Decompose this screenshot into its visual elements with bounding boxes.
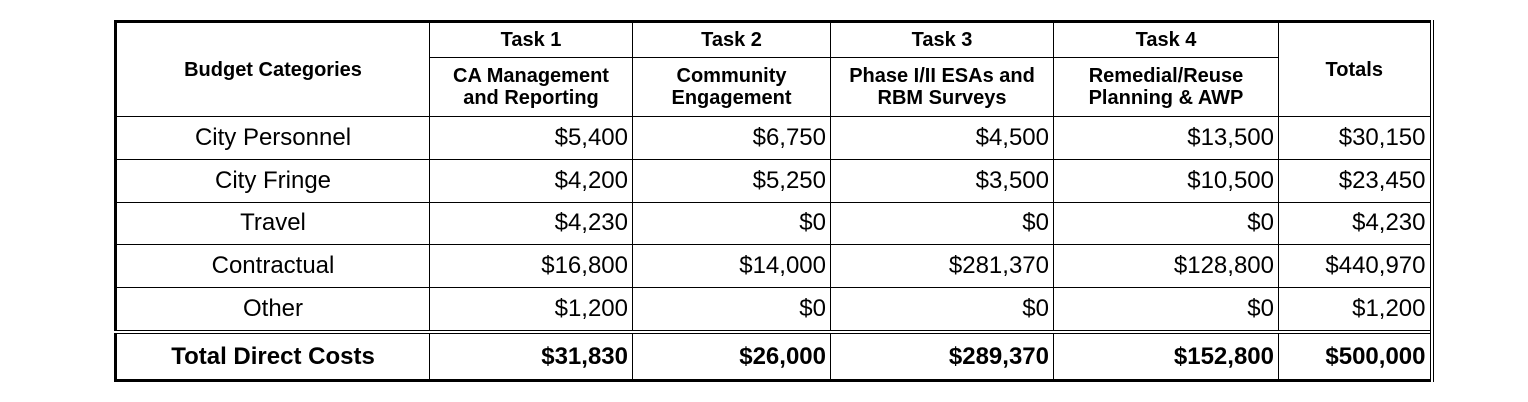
header-task-4-description: Remedial/Reuse Planning & AWP (1054, 58, 1279, 117)
cell-task-1: $4,230 (430, 202, 633, 245)
row-category: City Fringe (116, 159, 430, 202)
header-totals: Totals (1279, 22, 1432, 117)
cell-task-1: $16,800 (430, 245, 633, 288)
cell-task-3: $4,500 (831, 117, 1054, 160)
cell-task-3: $281,370 (831, 245, 1054, 288)
cell-task-3: $0 (831, 202, 1054, 245)
cell-task-4: $10,500 (1054, 159, 1279, 202)
cell-task-3: $0 (831, 288, 1054, 332)
cell-total: $23,450 (1279, 159, 1432, 202)
cell-total: $1,200 (1279, 288, 1432, 332)
cell-total: $440,970 (1279, 245, 1432, 288)
total-row (116, 332, 1432, 380)
cell-task-1: $1,200 (430, 288, 633, 332)
total-task-2: $26,000 (633, 332, 831, 380)
header-budget-categories: Budget Categories (116, 22, 430, 117)
budget-table-container (114, 20, 1430, 382)
cell-task-4: $13,500 (1054, 117, 1279, 160)
header-task-3: Task 3 (831, 22, 1054, 58)
cell-task-2: $14,000 (633, 245, 831, 288)
header-task-2-description: Community Engagement (633, 58, 831, 117)
header-task-3-description: Phase I/II ESAs and RBM Surveys (831, 58, 1054, 117)
row-category: Contractual (116, 245, 430, 288)
table-row (116, 117, 1432, 160)
cell-task-1: $4,200 (430, 159, 633, 202)
row-category: Travel (116, 202, 430, 245)
cell-task-4: $0 (1054, 288, 1279, 332)
cell-task-2: $6,750 (633, 117, 831, 160)
row-category: Other (116, 288, 430, 332)
total-row-label: Total Direct Costs (116, 332, 430, 380)
grand-total: $500,000 (1279, 332, 1432, 380)
header-task-1: Task 1 (430, 22, 633, 58)
cell-task-3: $3,500 (831, 159, 1054, 202)
cell-task-1: $5,400 (430, 117, 633, 160)
cell-total: $4,230 (1279, 202, 1432, 245)
total-task-4: $152,800 (1054, 332, 1279, 380)
table-row (116, 159, 1432, 202)
table-row (116, 288, 1432, 332)
header-task-row (116, 22, 1432, 58)
table-row (116, 202, 1432, 245)
cell-task-2: $0 (633, 288, 831, 332)
header-task-2: Task 2 (633, 22, 831, 58)
cell-task-2: $5,250 (633, 159, 831, 202)
total-task-3: $289,370 (831, 332, 1054, 380)
row-category: City Personnel (116, 117, 430, 160)
budget-table (114, 20, 1434, 382)
cell-task-2: $0 (633, 202, 831, 245)
table-row (116, 245, 1432, 288)
total-task-1: $31,830 (430, 332, 633, 380)
cell-task-4: $0 (1054, 202, 1279, 245)
header-task-1-description: CA Management and Reporting (430, 58, 633, 117)
cell-task-4: $128,800 (1054, 245, 1279, 288)
header-task-4: Task 4 (1054, 22, 1279, 58)
cell-total: $30,150 (1279, 117, 1432, 160)
